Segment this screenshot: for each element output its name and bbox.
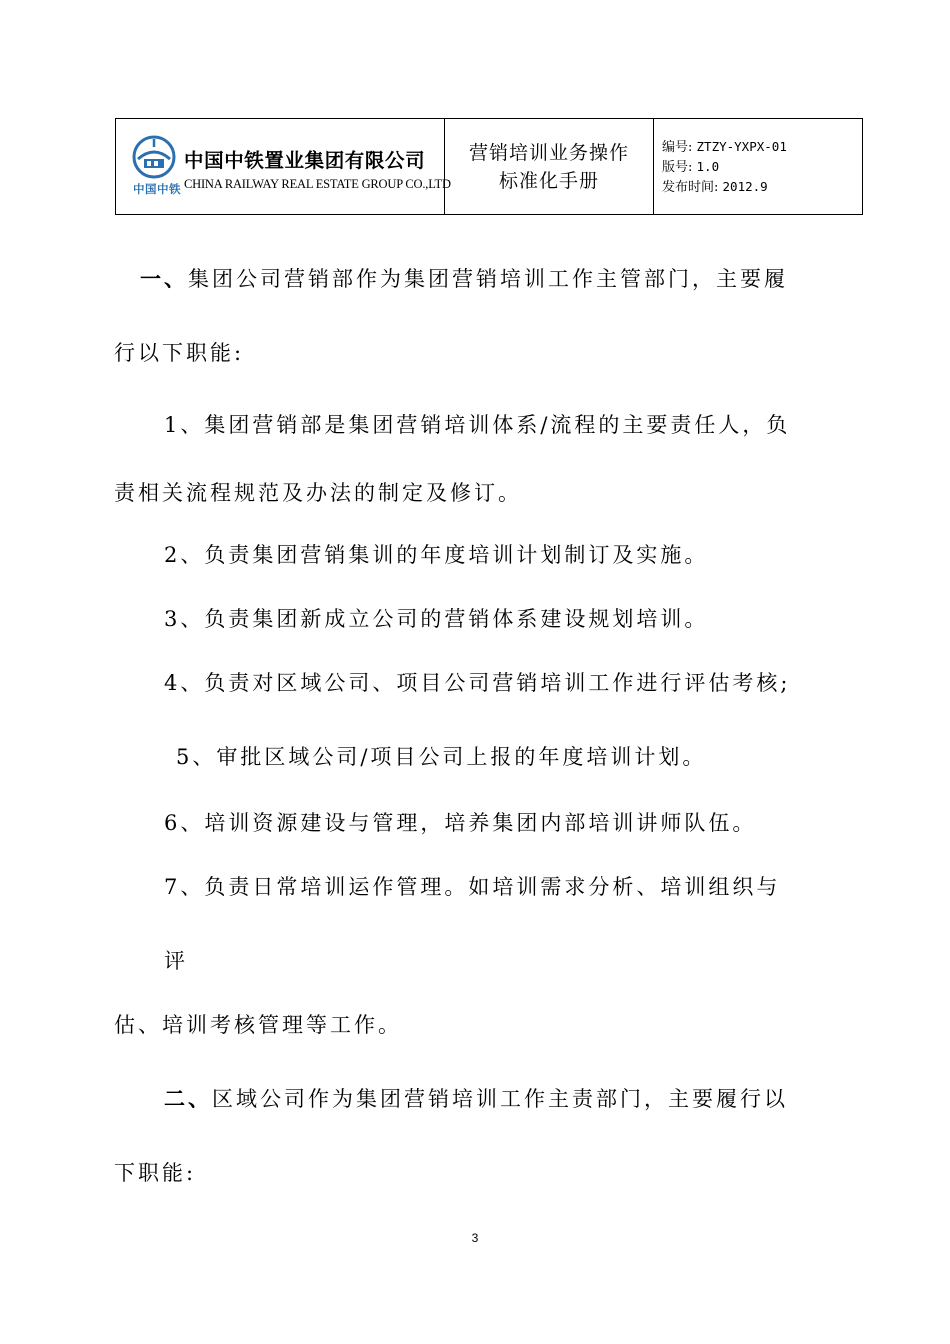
item-7-line-3: 估、培训考核管理等工作。 [114,1013,402,1037]
document-title-cell [445,119,654,215]
item-1-line-2: 责相关流程规范及办法的制定及修订。 [114,481,522,505]
section-1-line-2: 行以下职能: [114,341,245,365]
item-7-line-1: 7、负责日常培训运作管理。如培训需求分析、培训组织与 [164,875,781,899]
document-date: 发布时间: 2012.9 [662,178,768,195]
logo-cell [116,119,451,215]
company-name-en: CHINA RAILWAY REAL ESTATE GROUP CO.,LTD [184,177,451,191]
item-7-line-2: 评 [164,949,188,973]
section-2-line-1: 二、区域公司作为集团营销培训工作主责部门，主要履行以 [164,1086,788,1111]
section-1-heading: 一、 [140,266,188,291]
item-2: 2、负责集团营销集训的年度培训计划制订及实施。 [164,543,709,567]
section-1-line-1: 一、集团公司营销部作为集团营销培训工作主管部门，主要履 [140,266,788,291]
item-4: 4、负责对区域公司、项目公司营销培训工作进行评估考核; [164,671,791,695]
item-3: 3、负责集团新成立公司的营销体系建设规划培训。 [164,607,709,631]
company-name-cn: 中国中铁置业集团有限公司 [184,149,426,172]
section-2-heading: 二、 [164,1086,212,1111]
document-meta-cell [654,119,863,215]
document-code: 编号: ZTZY-YXPX-01 [662,138,787,155]
item-5: 5、审批区域公司/项目公司上报的年度培训计划。 [176,745,707,769]
document-version: 版号: 1.0 [662,158,720,175]
crec-emblem-icon [132,135,176,179]
document-title-line-2: 标准化手册 [498,169,599,192]
company-logo [116,119,451,214]
document-title-line-1: 营销培训业务操作 [468,141,629,164]
item-1-line-1: 1、集团营销部是集团营销培训体系/流程的主要责任人，负 [164,413,791,437]
document-title [445,139,653,195]
logo-label: 中国中铁 [133,182,181,196]
item-6: 6、培训资源建设与管理，培养集团内部培训讲师队伍。 [164,811,757,835]
section-2-line-2: 下职能: [114,1161,197,1185]
page-number: 3 [471,1231,479,1245]
document-header-table [115,118,863,215]
